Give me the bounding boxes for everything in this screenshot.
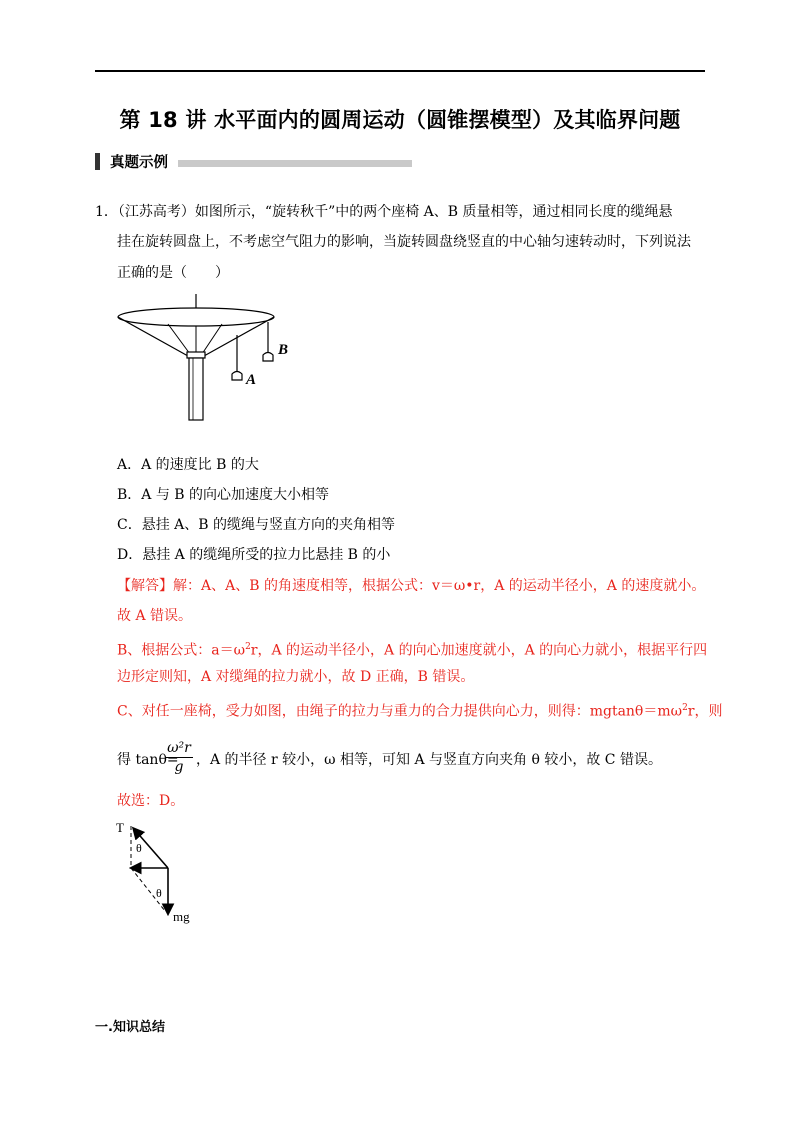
question-line-1: 1．（江苏高考）如图所示，“旋转秋千”中的两个座椅 A、B 质量相等，通过相同长度的缆绳悬 — [95, 204, 673, 220]
option-a: A．A 的速度比 B 的大 — [117, 457, 259, 473]
answer-line-5: C、对任一座椅，受力如图，由绳子的拉力与重力的合力提供向心力，则得：$mgtan\theta=m\omega^2r$，则 — [117, 703, 723, 720]
question-line-3: 正确的是（ ） — [117, 265, 229, 281]
tan-fraction — [165, 740, 193, 775]
section-header — [95, 151, 412, 172]
section-marker — [95, 153, 100, 170]
answer-line-6-prefix: 得 tanθ= — [117, 752, 179, 768]
question-line-2: 挂在旋转圆盘上，不考虑空气阻力的影响，当旋转圆盘绕竖直的中心轴匀速转动时，下列说法 — [117, 234, 691, 250]
option-d: D．悬挂 A 的缆绳所受的拉力比悬挂 B 的小 — [117, 547, 391, 563]
force-diagram — [112, 818, 202, 928]
fraction-denominator: g — [174, 759, 184, 775]
rotating-swing-figure — [110, 292, 310, 427]
knowledge-summary-heading: 一.知识总结 — [95, 1020, 165, 1035]
page-title: 第 18 讲 水平面内的圆周运动（圆锥摆模型）及其临界问题 — [119, 108, 681, 132]
option-b: B．A 与 B 的向心加速度大小相等 — [117, 487, 330, 503]
answer-line-6-suffix: ，A 的半径 r 较小，ω 相等，可知 A 与竖直方向夹角 θ 较小，故 C 错误。 — [196, 752, 662, 768]
label-a: A — [246, 372, 257, 388]
fraction-numerator: ω²r — [165, 740, 193, 758]
header-rule — [95, 70, 705, 72]
label-theta-2: θ — [156, 886, 162, 900]
answer-line-2: 故 A 错误。 — [117, 608, 193, 624]
answer-line-7: 故选：D。 — [117, 793, 185, 809]
option-c: C．悬挂 A、B 的缆绳与竖直方向的夹角相等 — [117, 517, 396, 533]
label-mg: mg — [173, 909, 190, 924]
section-label: 真题示例 — [110, 155, 168, 171]
answer-line-4: 边形定则知，A 对缆绳的拉力就小，故 D 正确，B 错误。 — [117, 669, 475, 685]
label-t: T — [116, 820, 124, 835]
answer-line-1: 【解答】解：A、A、B 的角速度相等，根据公式：v＝ω•r，A 的运动半径小，A 的速度就小。 — [117, 578, 706, 594]
label-theta-1: θ — [136, 841, 142, 855]
label-b: B — [278, 342, 289, 358]
answer-line-3: B、根据公式：$a=\omega^2r$，A 的运动半径小，A 的向心加速度就小，A 的向心力就小，根据平行四 — [117, 642, 708, 659]
section-rule — [178, 160, 412, 167]
